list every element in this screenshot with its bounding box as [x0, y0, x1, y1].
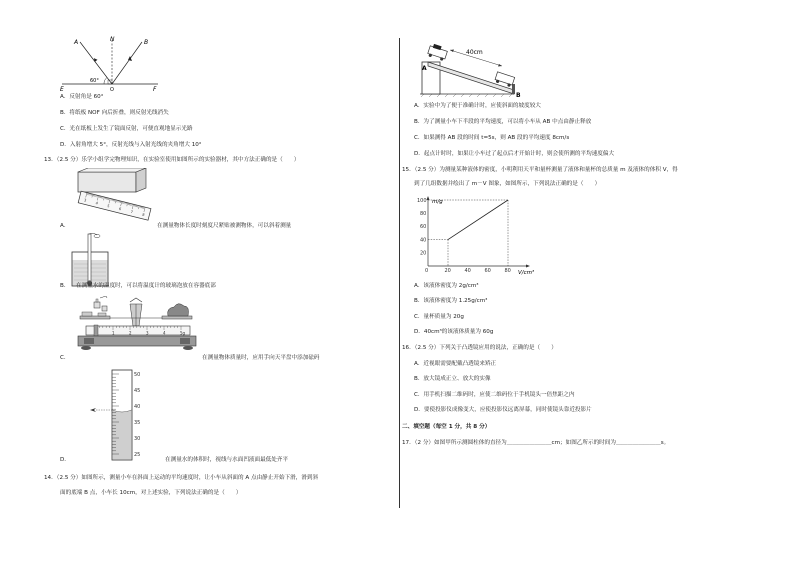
series-line — [448, 200, 508, 240]
x-tick-label: 40 — [464, 268, 471, 274]
label-f: F — [153, 86, 157, 92]
q12-option-a: A．反射角是 60° — [60, 94, 104, 100]
q16-option-c: C．用手机扫描二维码时，应使二维码位于手机镜头一倍焦距之内 — [414, 392, 575, 398]
q15-option-a: A．该液体密度为 2g/cm³ — [414, 283, 479, 289]
q12-option-b: B．将纸板 NOF 向后折叠，则反射光线消失 — [60, 110, 169, 116]
q13-b-prefix: B． — [60, 283, 70, 289]
y-tick-label: 100 — [417, 197, 427, 204]
beam-number: 1 — [112, 330, 115, 336]
y-tick-label: 20 — [420, 250, 427, 257]
eye-icon — [90, 408, 96, 412]
cylinder-figure — [88, 368, 160, 462]
ruler-number: 3 — [83, 198, 87, 203]
balance-figure — [72, 296, 202, 366]
cylinder-number: 50 — [134, 371, 141, 378]
q13-d-text: 在测量水的体积时，视线与水面凹液面最低处齐平 — [165, 457, 289, 463]
ruler-number: 5 — [106, 203, 111, 209]
x-axis-label: V/cm³ — [518, 270, 535, 276]
cylinder-number: 25 — [134, 451, 141, 458]
y-axis-label: m/g — [432, 199, 443, 205]
label-b: B — [144, 39, 149, 46]
q13-stem: 13．（2.5 分）乐学小组学完物理知识，在实验室使用如图所示的实验器材，其中方法正确的是（ ） — [44, 157, 300, 163]
q16-option-d: D．要使投影仪成像变大，应使投影仪远离屏幕，同时使镜头靠近投影片 — [414, 407, 592, 413]
q14-option-b: B．为了测量小车下半段的平均速度，可以将小车从 AB 中点由静止释放 — [414, 119, 592, 125]
reflected-ray — [112, 42, 142, 84]
label-e: E — [60, 86, 64, 92]
thermometer-figure — [70, 232, 114, 288]
q12-option-c: C．光在纸板上发生了镜面反射，可便直观地显示光路 — [60, 126, 193, 132]
label-a: A — [74, 39, 79, 46]
m-v-chart — [408, 194, 548, 276]
point-b-label: B — [516, 92, 521, 98]
balance-base — [78, 336, 196, 346]
cylinder-number: 40 — [134, 403, 141, 410]
car-top — [427, 43, 448, 61]
rider — [94, 325, 98, 336]
beam-number: 3 — [146, 330, 149, 336]
label-n: N — [110, 36, 115, 43]
q17-stem: 17．（2 分）如图甲所示测圆柱体的直径为＿＿＿＿＿＿＿＿cm；如图乙所示的时间为＿＿＿＿＿＿＿＿s。 — [402, 440, 670, 446]
x-tick-label: 20 — [444, 268, 451, 274]
incline-figure — [418, 36, 528, 98]
q16-option-a: A．近视眼需要配戴凸透镜来矫正 — [414, 361, 497, 367]
point-a-label: A — [422, 65, 427, 72]
q15-stem-line1: 15．（2.5 分）为测量某种液体的密度，小明利用天平和量杯测量了液体和量杯的总质量 m 及液体的体积 V，得 — [402, 167, 678, 173]
ruler-number: 6 — [118, 206, 122, 212]
cylinder-number: 35 — [134, 419, 141, 426]
q14-stem-line2: 面的底端 B 点，小车长 10cm，对上述实验，下列说法正确的是（ ） — [60, 490, 242, 496]
cylinder-number: 45 — [134, 387, 141, 394]
ruler-number: 4 — [95, 201, 99, 206]
ruler-number: 7 — [130, 209, 134, 215]
measured-block — [78, 172, 136, 192]
q14-option-a: A．实验中为了便于准确计时，应使斜面的坡度较大 — [414, 103, 541, 109]
beam-number: 2 — [129, 330, 132, 336]
y-axis-arrow — [427, 196, 430, 200]
beam-scale — [86, 326, 190, 335]
y-tick-label: 40 — [420, 237, 427, 244]
q14-option-c: C．如果测得 AB 段的时间 t=5s，则 AB 段的平均速度 8cm/s — [414, 135, 570, 141]
y-tick-label: 60 — [420, 224, 427, 231]
q13-a-prefix: A． — [60, 223, 70, 229]
q15-option-c: C．量杯质量为 20g — [414, 314, 464, 320]
x-axis-arrow — [526, 265, 530, 268]
tilted-ruler — [78, 191, 151, 220]
q14-stem-line1: 14．（2.5 分）如图所示，测量小车在斜面上运动的平均速度时，让小车从斜面的 A 点由静止开始下滑，滑到斜 — [44, 475, 319, 481]
ruler-number: 8 — [141, 212, 145, 218]
q13-d-prefix: D． — [60, 457, 70, 463]
svg-text:O: O — [110, 87, 114, 92]
x-tick-label: 80 — [504, 268, 511, 274]
q13-c-prefix: C． — [60, 355, 70, 361]
section2-heading: 二、填空题（每空 1 分，共 8 分） — [402, 424, 491, 430]
measured-object — [168, 304, 189, 316]
left-pan — [80, 316, 110, 319]
ruler-figure — [74, 168, 154, 222]
beam-number: 4 — [163, 330, 166, 336]
q13-a-text: 在测量物体长度时刻度尺紧贴被测物体，可以斜着测量 — [157, 223, 292, 229]
q16-stem: 16．（2.5 分）下列关于凸透镜应用的说法，正确的是（ ） — [402, 345, 557, 351]
y-tick-label: 80 — [420, 211, 427, 217]
q15-option-b: B．该液体密度为 1.25g/cm³ — [414, 298, 488, 304]
q13-c-text: 在测量物体质量时，应用手向天平盘中添加砝码 — [202, 355, 320, 361]
beam-number: 5g — [180, 330, 186, 336]
q15-option-d: D．40cm³的该液体质量为 60g — [414, 329, 494, 335]
q15-stem-line2: 到了几组数据并绘出了 m－V 图象，如图所示，下列说法正确的是（ ） — [414, 181, 601, 187]
q14-option-d: D．起点计时时，如果让小车过了起点后才开始计时，则会使所测的平均速度偏大 — [414, 151, 615, 157]
x-tick-label: 0 — [425, 268, 429, 274]
q12-option-d: D．入射角增大 5°，反射光线与入射光线的夹角增大 10° — [60, 142, 202, 148]
q16-option-b: B．放大镜成正立、放大的实像 — [414, 376, 491, 382]
column-divider — [399, 38, 400, 508]
thermometer-tube — [88, 234, 91, 282]
label-angle: 60° — [90, 78, 99, 84]
x-tick-label: 60 — [484, 268, 491, 274]
right-pan — [162, 316, 192, 319]
cylinder-number: 30 — [134, 435, 141, 442]
reflection-figure — [60, 36, 160, 92]
distance-label: 40cm — [466, 49, 483, 56]
q13-b-text: 在测量水的温度时，可以将温度计的玻璃泡放在容器底部 — [76, 283, 216, 289]
